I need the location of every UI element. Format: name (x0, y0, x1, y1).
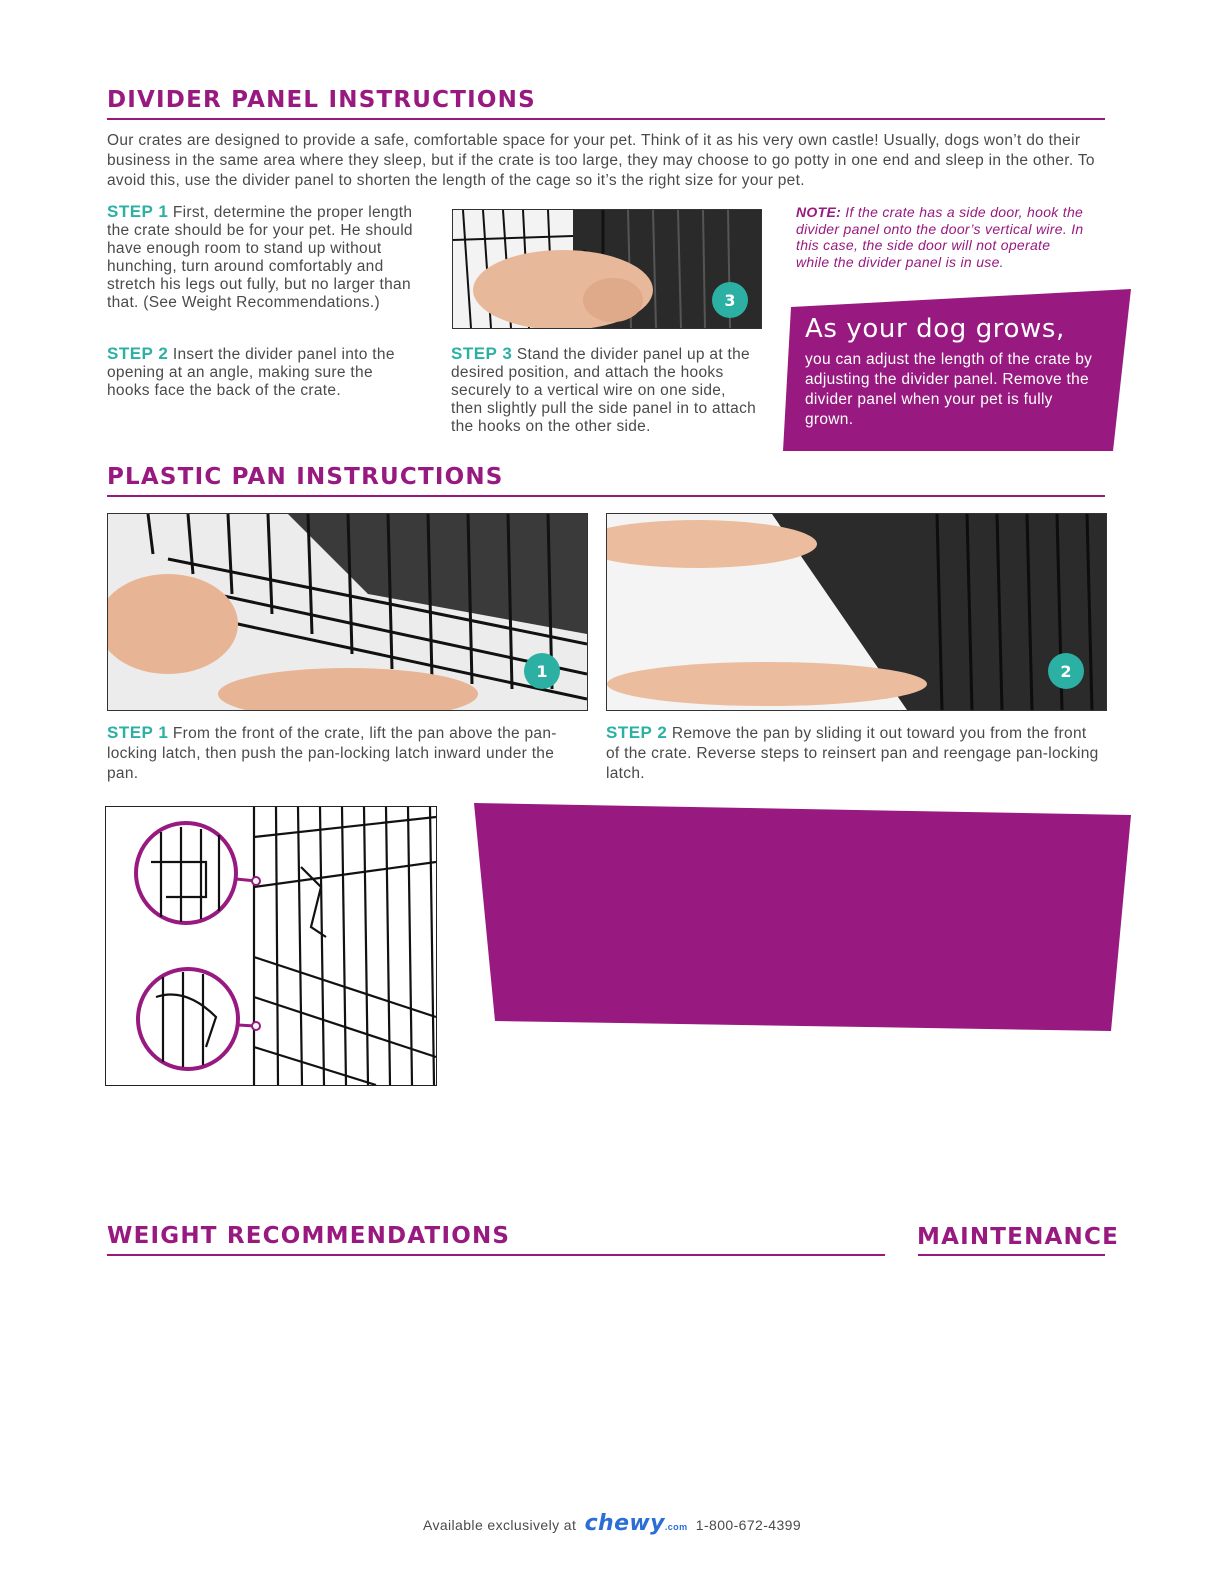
pan-heading-rule (107, 495, 1105, 497)
pan-step-2 (606, 723, 1101, 784)
footer (0, 1511, 1224, 1536)
pan-photo-1-badge: 1 (524, 653, 560, 689)
divider-step-2-label: STEP 2 (107, 344, 169, 363)
pan-photo-1 (107, 513, 588, 711)
pan-step-2-label: STEP 2 (606, 723, 668, 742)
divider-heading: DIVIDER PANEL INSTRUCTIONS (107, 87, 536, 113)
maintenance-heading: MAINTENANCE (917, 1224, 1119, 1250)
pan-step-1-text: From the front of the crate, lift the pan above the pan-locking latch, then push the pan-locking latch inward under the pan. (107, 725, 557, 782)
pan-step-1-label: STEP 1 (107, 723, 169, 742)
pan-latch-illustration (108, 514, 587, 710)
divider-step-3-label: STEP 3 (451, 344, 513, 363)
weight-heading-rule (107, 1254, 885, 1256)
footer-phone: 1-800-672-4399 (695, 1517, 802, 1533)
weight-heading: WEIGHT RECOMMENDATIONS (107, 1223, 511, 1249)
note-label: NOTE: (796, 204, 842, 220)
divider-step-1-text: First, determine the proper length the crate should be for your pet. He should have enough room to stand up without hunching, turn around comfortably and stretch his legs out fully, but no larger than that. (See Weight Recommendations.) (107, 204, 413, 311)
maintenance-heading-rule (918, 1254, 1105, 1256)
divider-step-2 (107, 345, 407, 400)
divider-note (796, 204, 1086, 270)
note-text: If the crate has a side door, hook the divider panel onto the door’s vertical wire. In this case, the side door will not operate while the divider panel is in use. (796, 204, 1084, 270)
divider-step-3-text: Stand the divider panel up at the desired position, and attach the hooks securely to a vertical wire on one side, then slightly pull the side panel in to attach the hooks on the other side. (451, 346, 757, 435)
pan-slide-illustration (607, 514, 1106, 710)
chewy-logo-suffix: .com (664, 1522, 688, 1532)
divider-step-3 (451, 345, 761, 436)
divider-step-1-label: STEP 1 (107, 202, 169, 221)
photo-step-3-badge: 3 (712, 282, 748, 318)
pan-photo-2-badge: 2 (1048, 653, 1084, 689)
purple-banner (474, 803, 1132, 1033)
footer-prefix: Available exclusively at (422, 1517, 577, 1533)
chewy-logo: chewy (584, 1511, 665, 1536)
latch-diagram (105, 806, 437, 1086)
callout-text: you can adjust the length of the crate by adjusting the divider panel. Remove the divider panel when your pet is fully grown. (805, 351, 1093, 428)
callout-box (805, 314, 1105, 430)
divider-step-2-text: Insert the divider panel into the opening at an angle, making sure the hooks face the back of the crate. (107, 346, 395, 399)
pan-step-1 (107, 723, 577, 784)
callout-title: As your dog grows, (805, 314, 1065, 344)
divider-hook-photo (452, 209, 762, 329)
divider-step-1 (107, 203, 422, 312)
divider-heading-rule (107, 118, 1105, 120)
crate-latch-drawing (106, 807, 436, 1085)
pan-photo-2 (606, 513, 1107, 711)
pan-heading: PLASTIC PAN INSTRUCTIONS (107, 464, 504, 490)
divider-intro: Our crates are designed to provide a safe, comfortable space for your pet. Think of it as his very own castle! Usually, dogs won’t do their business in the same area where they sleep, but if the crate is too large, they may choose to go potty in one end and sleep in the other. To avoid this, use the divider panel to shorten the length of the cage so it’s the right size for your pet. (107, 132, 1095, 189)
pan-step-2-text: Remove the pan by sliding it out toward you from the front of the crate. Reverse steps to reinsert pan and reengage pan-locking latch. (606, 725, 1099, 782)
